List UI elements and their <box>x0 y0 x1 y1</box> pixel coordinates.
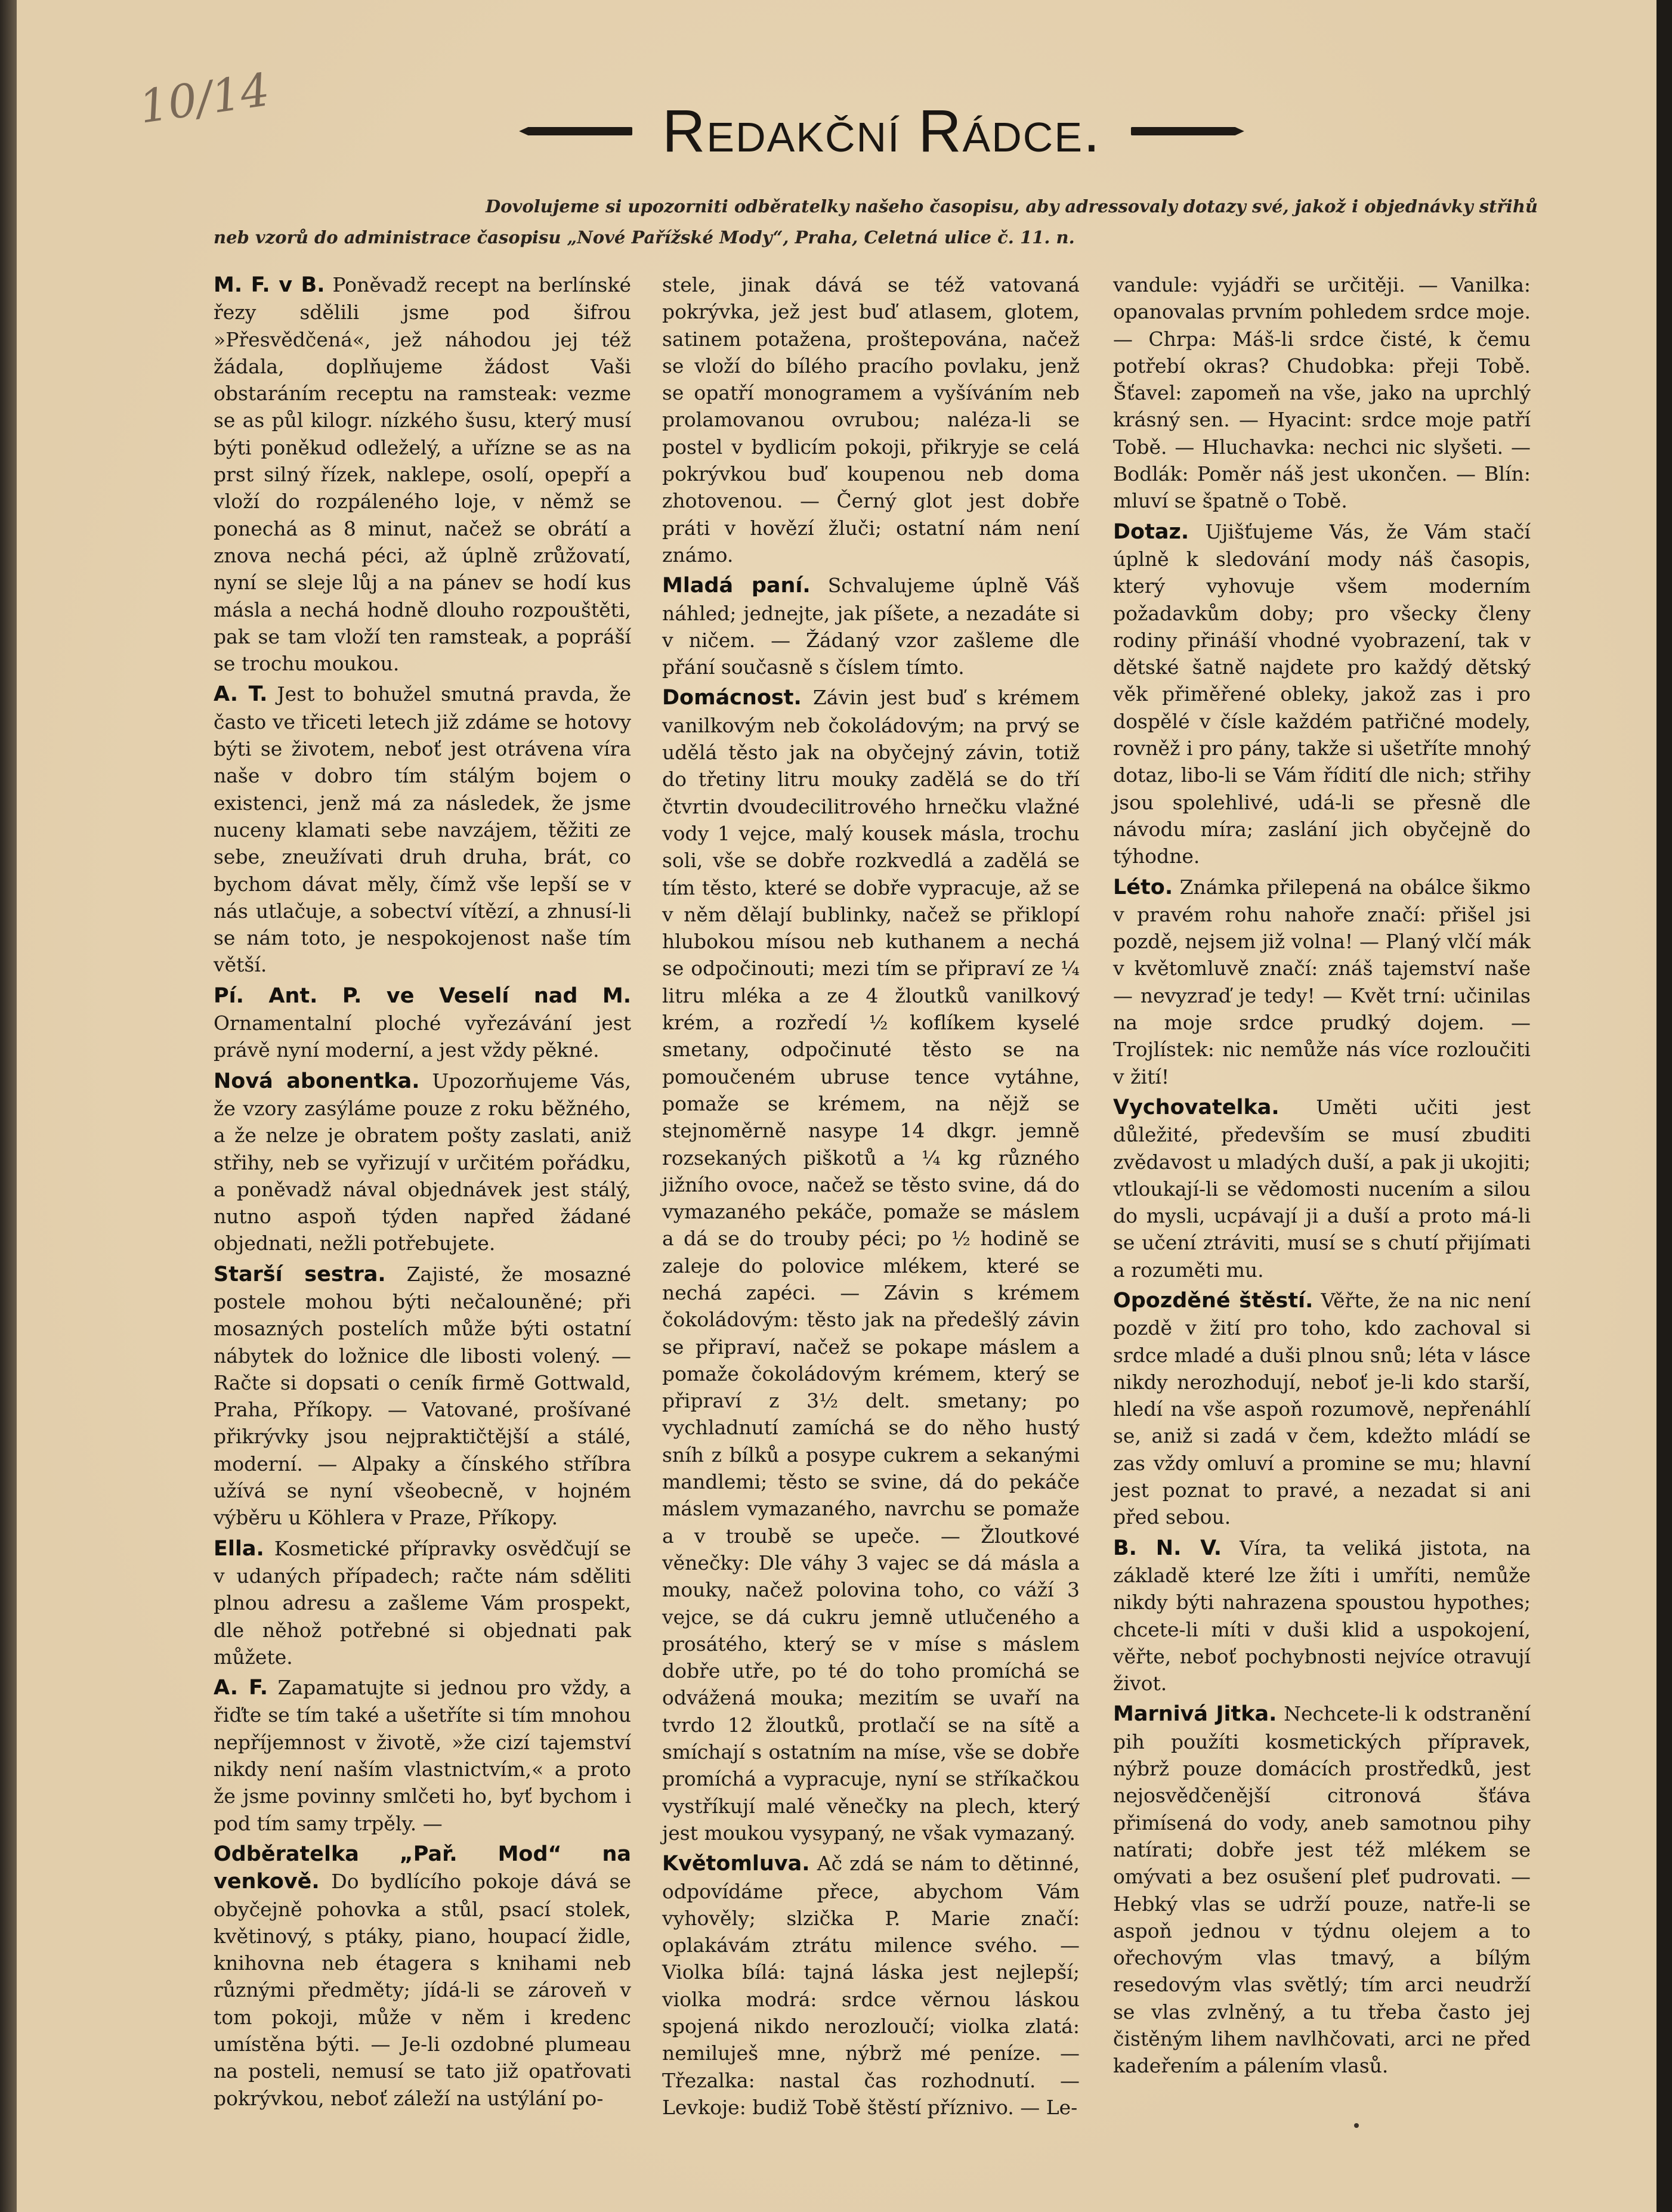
magazine-page <box>17 0 1656 2212</box>
entry-text: Uměti učiti jest důležité, především se musí zbuditi zvědavost u mladých duší, a pak ji ukojiti; vtloukají-li se vědomosti nucením a silou do mysli, ucpávají ji a duší a proto má-li se učení ztráviti, musí se s chutí přijímati a rozuměti mu. <box>1113 1095 1531 1282</box>
entry-heading: Ella. <box>214 1536 264 1561</box>
entry-mf-v-b <box>214 271 631 677</box>
column-3 <box>1113 271 1531 2083</box>
entry-text: Do bydlícího pokoje dává se obyčejně pohovka a stůl, psací stolek, květinový, s ptáky, piano, houpací židle, knihovna neb étagera s knihami neb různými předměty; jídá-li se zároveň v tom pokoji, může v něm i kredenc umístěna býti. — Je-li ozdobné plumeau na posteli, nemusí se tato již opatřovati pokrývkou, neboť záleží na ustýlání po- <box>214 1870 631 2110</box>
entry-dotaz <box>1113 518 1531 870</box>
entry-heading: Domácnost. <box>662 686 802 710</box>
entry-text: Upozorňujeme Vás, že vzory zasýláme pouze z roku běžného, a že nelze je obratem pošty zaslati, aniž střihy, neb se vyřizují v určitém pořádku, a poněvadž nával objednávek jest stálý, nutno aspoň týden napřed žádané objednati, nežli potřebujete. <box>214 1069 631 1255</box>
title-rule-right <box>1131 127 1244 135</box>
entry-text: Závin jest buď s krémem vanilkovým neb čokoládovým; na prvý se udělá těsto jak na obyčejný závin, totiž do třetiny litru mouky zadělá se do tří čtvrtin dvoudecilitrového hrnečku vlažné vody 1 vejce, malý kousek másla, trochu soli, vše se dobře rozkvedlá a zadělá se tím těsto, které se dobře vypracuje, až se v něm dělají bublinky, načež se přiklopí hlubokou mísou neb kuthanem a nechá se odpočinouti; mezi tím se připraví ze ¼ litru mléka a ze 4 žloutků vanilkový krém, a rozředí ½ koflíkem kyselé smetany, odpočinuté těsto se na pomoučeném ubruse tence vytáhne, pomaže se krémem, na nějž se stejnoměrně nasype 14 dkgr. jemně rozsekaných piškotů a ¼ kg různého jižního ovoce, načež se těsto svine, dá do vymazaného pekáče, pomaže se máslem a dá se do trouby péci; po ½ hodině se zaleje do polovice mlékem, které se nechá zapéci. — Závin s krémem čokoládovým: těsto jak na předešlý závin se připraví, načež se pokape máslem a pomaže čokoládovým krémem, který se připraví z 3½ delt. smetany; po vychladnutí zamíchá se do něho hustý sníh z bílků a posype cukrem a sekanými mandlemi; těsto se svine, dá do pekáče máslem vymazaného, navrchu se pomaže a v troubě se upeče. — Žloutkové věnečky: Dle váhy 3 vajec se dá másla a mouky, načež polovina toho, co váží 3 vejce, se dá cukru jemně utlučeného a prosátého, který se v míse s máslem dobře utře, po té do toho promíchá se odvážená mouka; mezitím se uvaří na tvrdo 12 žloutků, protlačí se na sítě a smíchají s ostatním na míse, vše se dobře promíchá a vypracuje, nyní se stříkačkou vystříkují malé věnečky na plech, který jest moukou vysypaný, ne však vymazaný. <box>662 686 1080 1845</box>
title-row <box>458 89 1305 173</box>
entry-ella <box>214 1535 631 1670</box>
entry-mlada-pani <box>662 572 1080 680</box>
print-speck <box>1354 2123 1359 2128</box>
entry-text: Kosmetické přípravky osvědčují se v udaných případech; račte nám sděliti plnou adresu a zašleme Vám prospekt, dle něhož potřebné si objednati pak můžete. <box>214 1536 631 1669</box>
entry-leto <box>1113 874 1531 1090</box>
entry-opozdene-stesti <box>1113 1287 1531 1531</box>
entry-text: Ač zdá se nám to dětinné, odpovídáme přece, abychom Vám vyhověly; slzička P. Marie značí: oplakávám ztrátu milence svého. — Violka bílá: tajná láska jest nejlepší; violka modrá: srdce věrnou láskou spojená nikdo nerozloučí; violka zlatá: nemiluješ mne, nýbrž mé peníze. — Třezalka: nastal čas rozhodnutí. — Levkoje: budiž Tobě štěstí příznivo. — Le- <box>662 1852 1080 2119</box>
entry-heading: A. F. <box>214 1676 268 1700</box>
entry-heading: B. N. V. <box>1113 1536 1222 1560</box>
entry-heading: A. T. <box>214 682 268 707</box>
entry-a-f <box>214 1674 631 1837</box>
column-1 <box>214 271 631 2115</box>
entry-text: Zapamatujte si jednou pro vždy, a řiďte se tím také a ušetříte si tím mnohou nepříjemnost v životě, »že cizí tajemství nikdy není naším vlastnictvím,« a proto že jsme povinny smlčeti ho, byť bychom i pod tím samy trpěly. — <box>214 1676 632 1835</box>
entry-text: Ujišťujeme Vás, že Vám stačí úplně k sledování mody náš časopis, který vyhovuje všem moderním požadavkům doby; pro všecky členy rodiny přináší vhodné vyobrazení, tak v dětské šatně najdete pro každý dětský věk přiměřené obleky, jakož zas i pro dospělé v čísle každém patřičné modely, rovněž i pro pány, takže si ušetříte mnohý dotaz, libo-li se Vám řídití dle nich; střihy jsou spolehlivé, udá-li se přesně dle návodu míra; zaslání jich obyčejně do týhodne. <box>1113 519 1531 868</box>
entry-text: Schvalujeme úplně Váš náhled; jednejte, jak píšete, a nezadáte si v ničem. — Žádaný vzor zašleme dle přání současně s číslem tímto. <box>662 574 1080 679</box>
editorial-notice <box>214 191 1538 253</box>
title-rule-left <box>519 127 632 135</box>
entry-heading: Dotaz. <box>1113 519 1189 544</box>
entry-heading: Opozděné štěstí. <box>1113 1288 1314 1313</box>
notice-line-2: neb vzorů do administrace časopisu „Nové Pařížské Mody“, Praha, Celetná ulice č. 11. n. <box>214 227 1075 248</box>
entry-heading: Odběratelka „Pař. Mod“ na venkově. <box>214 1842 631 1894</box>
entry-text: Zajisté, že mosazné postele mohou býti nečalouněné; při mosazných postelích může býti ostatní nábytek do ložnice dle libosti volený. — Račte si dopsati o ceník firmě Gottwald, Praha, Příkopy. — Vatované, prošívané přikrývky jsou nejpraktičtější a stálé, moderní. — Alpaky a čínského stříbra užívá se nyní všeobecně, v hojném výběru u Köhlera v Praze, Příkopy. <box>214 1262 631 1530</box>
entry-heading: Květomluva. <box>662 1852 810 1876</box>
entry-text: Poněvadž recept na berlínské řezy sdělili jsme pod šifrou »Přesvědčená«, jež náhodou jej též žádala, doplňujeme žádost Vaši obstaráním receptu na ramsteak: vezme se as půl kilogr. nízkého šusu, který musí býti poněkud odleželý, a uřízne se as na prst silný řízek, naklepe, osolí, opepří a vloží do rozpáleného loje, v němž se ponechá as 8 minut, načež se obrátí a znova nechá péci, až úplně zrůžovatí, nyní se sleje lůj a na pánev se hodí kus másla a nechá hodně dlouho rozpouštěti, pak se tam vloží ten ramsteak, a popráší se trochu moukou. <box>214 273 631 676</box>
entry-vychovatelka <box>1113 1094 1531 1283</box>
entry-heading: Nová abonentka. <box>214 1069 420 1093</box>
continued-text: stele, jinak dává se též vatovaná pokrývka, jež jest buď atlasem, glotem, satinem potažena, proštepována, načež se vloží do bílého pracího povlaku, jenž se opatří monogramem a vyšíváním neb prolamovanou ovrubou; naléza-li se postel v bydlicím pokoji, přikryje se celá pokrývkou buď koupenou neb doma zhotovenou. — Černý glot jest dobře práti v hovězí žluči; ostatní nám není známo. <box>662 273 1080 567</box>
notice-line-1: Dovolujeme si upozorniti odběratelky našeho časopisu, aby adressovaly dotazy své, jakož i objednávky střihů <box>486 196 1538 216</box>
entry-odberatelka-na-venkove <box>214 1840 631 2112</box>
entry-text: Jest to bohužel smutná pravda, že často ve třiceti letech již zdáme se hotovy býti se životem, neboť jest otrávena víra naše v dobro tím stálým bojem o existenci, jenž má za následek, že jsme nuceny klamati sebe navzájem, těžiti ze sebe, zneužívati druh druha, brát, co bychom dávat měly, čímž vše lepší se v nás utlačuje, a sobectví vítězí, a zhnusí-li se nám toto, je nespokojenost naše tím větší. <box>214 682 632 977</box>
handwritten-page-note: 10/14 <box>135 63 273 134</box>
entry-b-n-v <box>1113 1535 1531 1697</box>
entry-domacnost <box>662 684 1080 1846</box>
entry-text: Nechcete-li k odstranění pih použíti kosmetických přípravek, nýbrž pouze domácích prostředků, jest nejosvědčenější citronová šťáva přimísená do vody, aneb samotnou pihy natírati; dobře jest též mlékem se omývati a bez osušení pleť pudrovati. — Hebký vlas se udrží pouze, natře-li se aspoň jednou v týdnu olejem a to ořechovým vlas tmavý, a bílým resedovým vlas světlý; tím arci neudrží se vlas zvlněný, a tu třeba často jej čistěným lihem navlhčovati, arci ne před kadeřením a pálením vlasů. <box>1113 1702 1531 2078</box>
entry-heading: Marnivá Jitka. <box>1113 1702 1277 1727</box>
entry-heading: Starší sestra. <box>214 1262 386 1286</box>
entry-heading: Léto. <box>1113 875 1173 899</box>
entry-text: Věřte, že na nic není pozdě v žití pro toho, kdo zachoval si srdce mladé a duši plnou snů; léta v lásce nikdy nerozhodují, neboť je-li kdo starší, hledí na vše aspoň rozumově, nepřenáhlí se, aniž si zadá v čem, kdežto mládí se zas vždy omluví a promine se mu; hlavní jest poznat to pravé, a nezadat si ani před sebou. <box>1113 1288 1531 1529</box>
continued-text: vandule: vyjádři se určitěji. — Vanilka: opanovalas prvním pohledem srdce moje. — Chrpa: Máš-li srdce čisté, k čemu potřebí okras? Chudobka: přeji Tobě. Šťavel: zapomeň na vše, jako na uprchlý krásný sen. — Hyacint: srdce moje patří Tobě. — Hluchavka: nechci nic slyšeti. — Bodlák: Poměr náš jest ukončen. — Blín: mluví se špatně o Tobě. <box>1113 273 1531 513</box>
entry-marniva-jitka <box>1113 1700 1531 2079</box>
entry-text: Ornamentalní ploché vyřezávání jest právě nyní moderní, a jest vždy pěkné. <box>214 1011 631 1062</box>
column-2 <box>662 271 1080 2124</box>
page-title: Redakční Rádce. <box>662 97 1101 165</box>
scan-right-edge <box>1656 0 1672 2212</box>
entry-nova-abonentka <box>214 1068 631 1257</box>
entry-heading: Pí. Ant. P. ve Veselí nad M. <box>214 983 631 1008</box>
entry-ant-p <box>214 982 631 1064</box>
entry-heading: Vychovatelka. <box>1113 1095 1280 1119</box>
entry-text: Známka přilepená na obálce šikmo v pravém rohu nahoře značí: přišel jsi pozdě, nejsem již volna! — Planý vlčí mák v květomluvě značí: znáš tajemství naše — nevyzraď je tedy! — Květ trní: učinilas na moje srdce prudký dojem. — Trojlístek: nic nemůže nás více rozloučiti v žití! <box>1113 875 1531 1088</box>
entry-starsi-sestra <box>214 1261 631 1532</box>
entry-a-t <box>214 680 631 978</box>
entry-kvetomluva <box>662 1850 1080 2121</box>
scan-binding-edge <box>0 0 17 2212</box>
entry-text: Víra, ta veliká jistota, na základě které lze žíti i umříti, nemůže nikdy býti nahrazena spoustou hypothes; chcete-li míti v duši klid a uspokojení, věřte, neboť pochybnosti nejvíce otravují život. <box>1113 1536 1531 1696</box>
entry-heading: Mladá paní. <box>662 574 811 598</box>
entry-heading: M. F. v B. <box>214 273 325 297</box>
